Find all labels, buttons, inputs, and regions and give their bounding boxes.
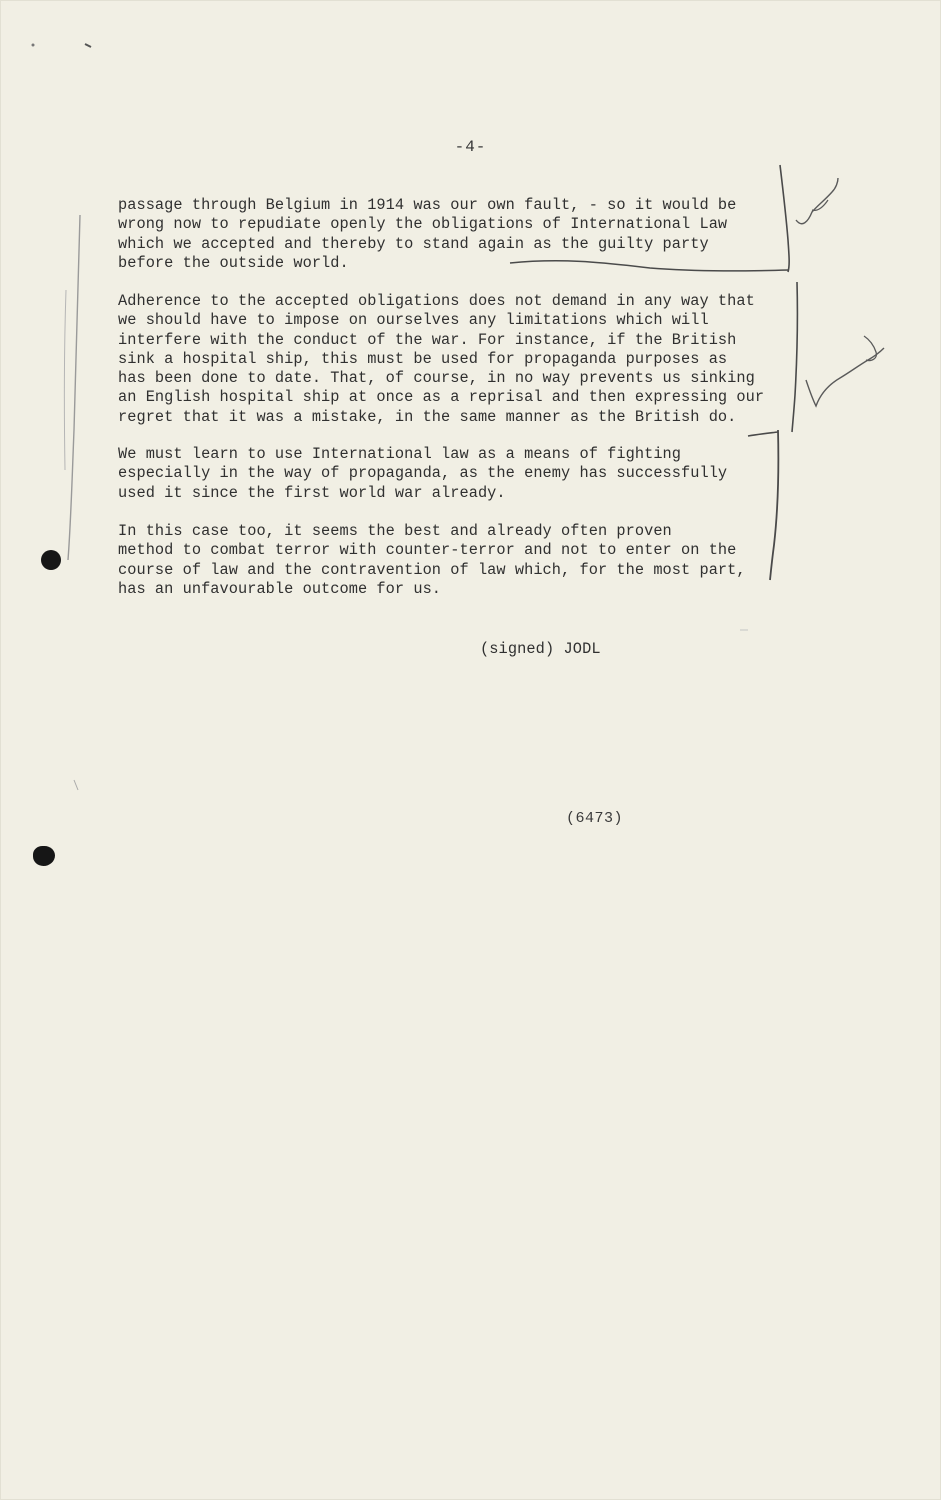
speck-mark <box>74 780 78 790</box>
punch-hole-bottom <box>33 846 55 866</box>
paragraph-1: passage through Belgium in 1914 was our own fault, - so it would be wrong now to repudiate openly the obligations of International Law which we accepted and thereby to stand again as the guilty party before the outside world. <box>118 196 737 272</box>
handwritten-initial-p2-loop <box>864 336 876 361</box>
speck-mark <box>85 44 91 47</box>
paragraph-3: We must learn to use International law as a means of fighting especially in the way of propaganda, as the enemy has successfully used it since the first world war already. <box>118 445 728 502</box>
check-mark-p1 <box>796 178 838 224</box>
paragraph-2: Adherence to the accepted obligations does not demand in any way that we should have to impose on ourselves any limitations which will interfere with the conduct of the war. For instance, if the British sink a hospital ship, this must be used for propaganda purposes as has been done to date. That, of course, in no way prevents us sinking an English hospital ship at once as a reprisal and then expressing our regret that it was a mistake, in the same manner as the British do. <box>118 292 765 426</box>
punch-hole-top <box>41 550 61 570</box>
check-mark-p1-tail <box>812 200 828 210</box>
bracket-top-p3 <box>748 432 778 436</box>
margin-line-left <box>68 215 80 560</box>
signature: (signed) JODL <box>480 640 601 658</box>
handwritten-initial-p2 <box>806 348 884 406</box>
paragraph-4: In this case too, it seems the best and already often proven method to combat terror with counter-terror and not to enter on the course of law and the contravention of law which, for the most part, has an unfavourable outcome for us. <box>118 522 746 598</box>
page-number: -4- <box>454 138 487 156</box>
margin-line-left-faint <box>64 290 66 470</box>
speck-mark <box>32 44 35 47</box>
document-number: (6473) <box>566 810 624 827</box>
